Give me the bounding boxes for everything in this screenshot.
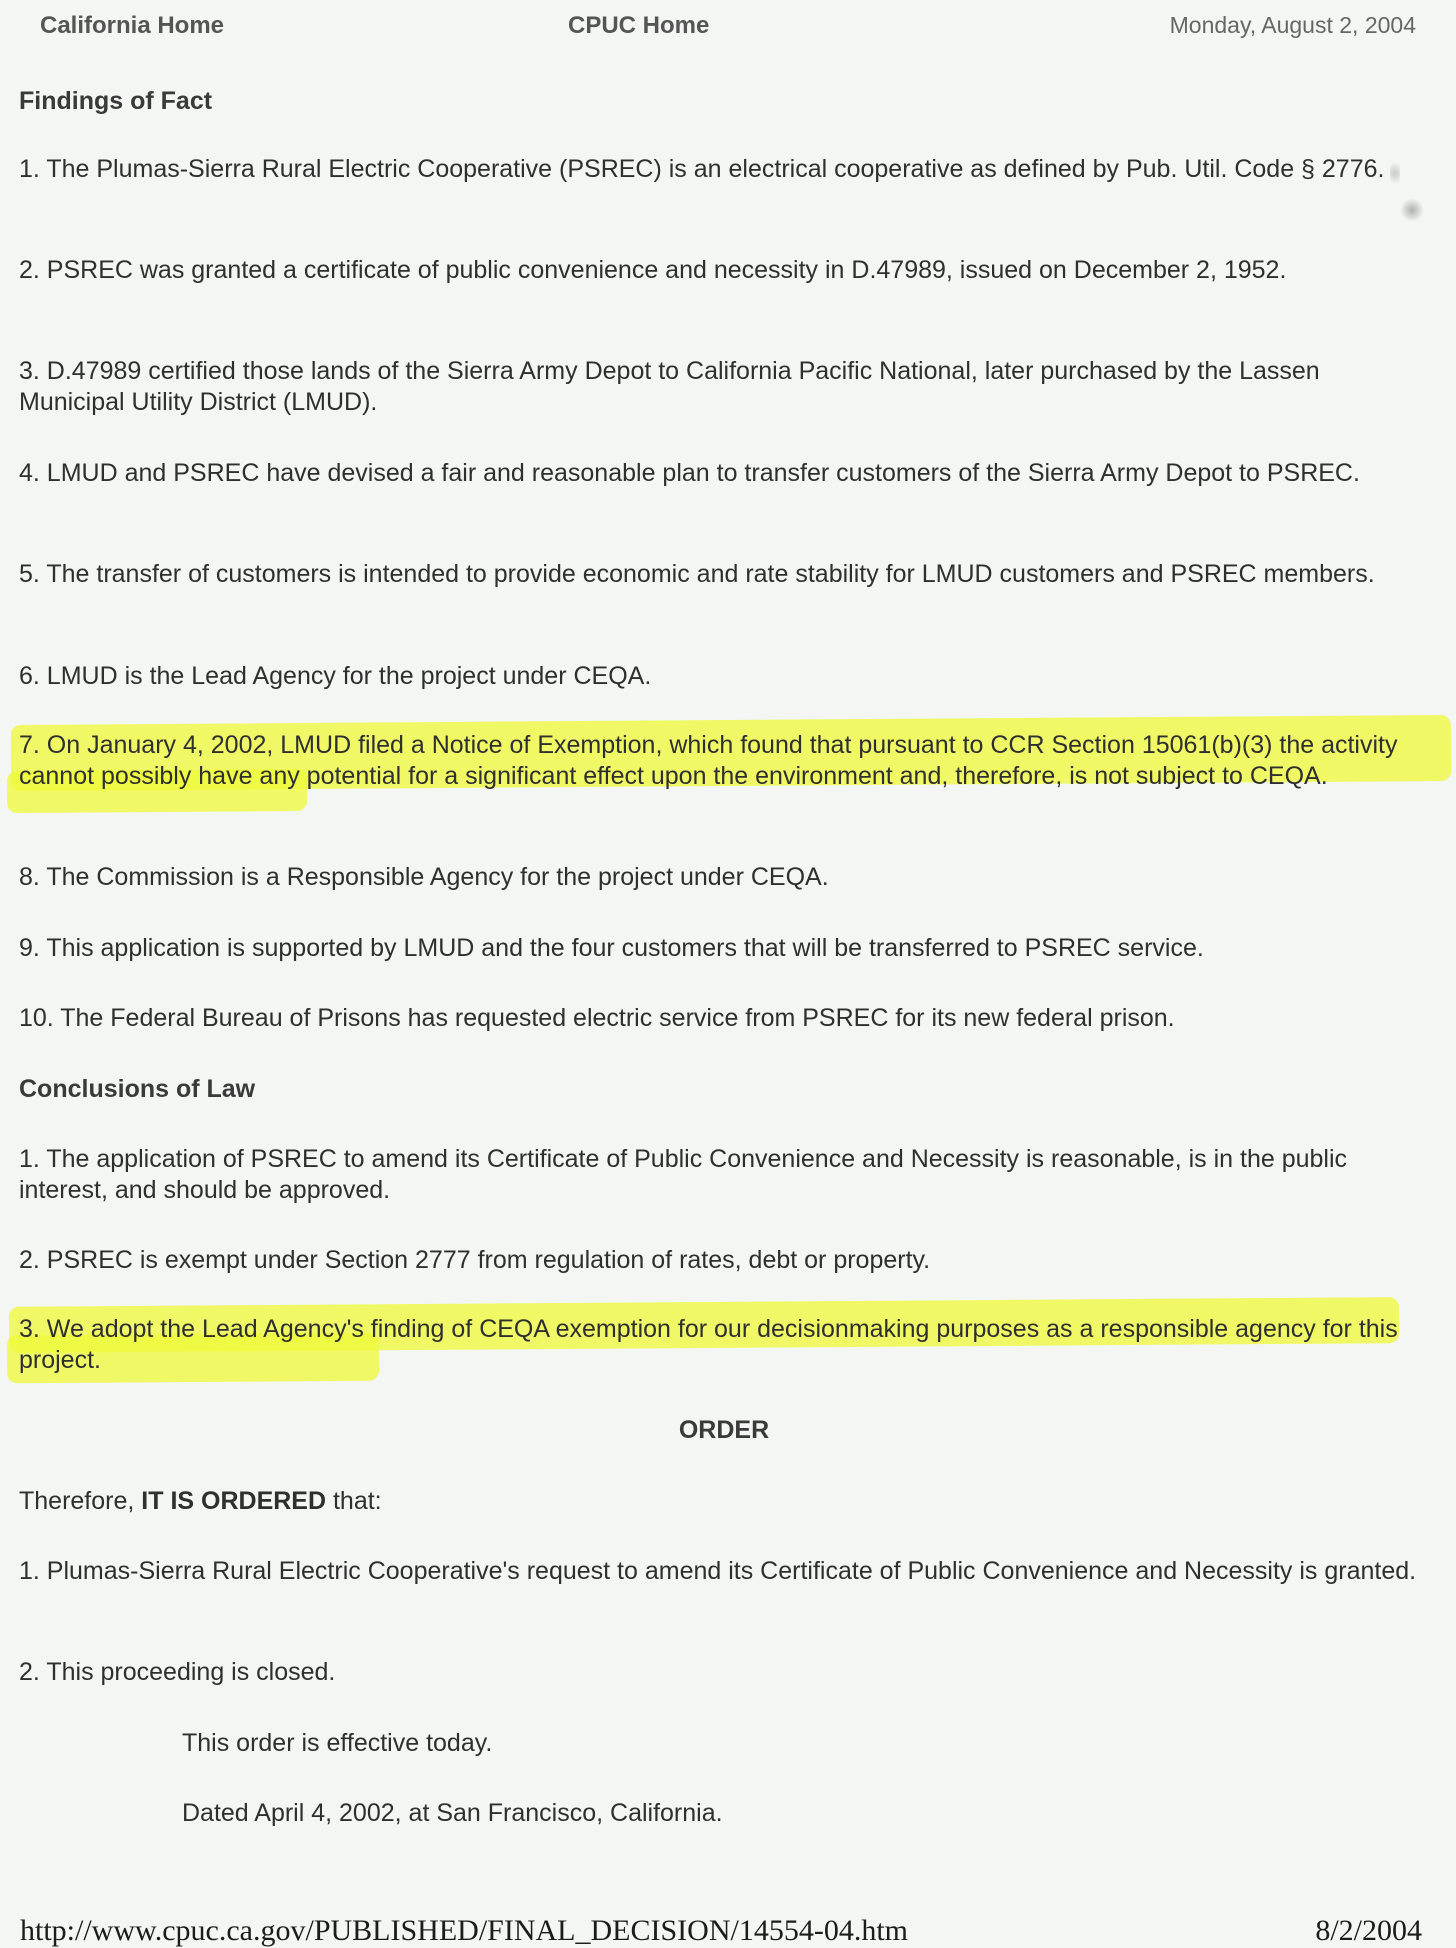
- order-intro-prefix: Therefore,: [19, 1487, 142, 1515]
- footer-url[interactable]: http://www.cpuc.ca.gov/PUBLISHED/FINAL_DECISION/14554-04.htm: [20, 1914, 908, 1947]
- conclusion-item: 1. The application of PSREC to amend its Certificate of Public Convenience and Necessity is reasonable, is in the public interest, and should be approved.: [19, 1145, 1348, 1204]
- finding-item: 6. LMUD is the Lead Agency for the project under CEQA.: [19, 662, 652, 690]
- order-dated: Dated April 4, 2002, at San Francisco, California.: [182, 1799, 723, 1827]
- finding-item: 3. D.47989 certified those lands of the Sierra Army Depot to California Pacific National, later purchased by the Lassen Municipal Utility District (LMUD).: [19, 357, 1320, 416]
- conclusion-item: 2. PSREC is exempt under Section 2777 from regulation of rates, debt or property.: [19, 1246, 931, 1274]
- order-item: 2. This proceeding is closed.: [19, 1658, 336, 1686]
- footer-date: 8/2/2004: [1315, 1914, 1422, 1947]
- order-intro: [19, 1486, 1429, 1517]
- findings-heading: Findings of Fact: [19, 87, 213, 115]
- order-heading: ORDER: [678, 1416, 770, 1444]
- finding-item: 8. The Commission is a Responsible Agency for the project under CEQA.: [19, 863, 829, 891]
- finding-item: 10. The Federal Bureau of Prisons has requested electric service from PSREC for its new federal prison.: [19, 1004, 1175, 1032]
- conclusion-item-highlighted: 3. We adopt the Lead Agency's finding of CEQA exemption for our decisionmaking purposes as a responsible agency for this project.: [19, 1315, 1398, 1374]
- header-date: Monday, August 2, 2004: [1169, 12, 1416, 38]
- finding-item-highlighted: 7. On January 4, 2002, LMUD filed a Notice of Exemption, which found that pursuant to CCR Section 15061(b)(3) the activity cannot possibly have any potential for a significant effect upon the environment and, therefore, is not subject to CEQA.: [19, 731, 1398, 790]
- finding-item: 2. PSREC was granted a certificate of public convenience and necessity in D.47989, issued on December 2, 1952.: [19, 256, 1287, 284]
- cpuc-home-link[interactable]: CPUC Home: [568, 12, 710, 39]
- order-intro-bold: IT IS ORDERED: [141, 1487, 327, 1515]
- california-home-link[interactable]: California Home: [40, 12, 225, 39]
- order-intro-suffix: that:: [326, 1487, 382, 1515]
- order-effective: This order is effective today.: [182, 1729, 493, 1757]
- finding-item: 9. This application is supported by LMUD and the four customers that will be transferred to PSREC service.: [19, 934, 1204, 962]
- conclusions-heading: Conclusions of Law: [19, 1075, 256, 1103]
- finding-item: 5. The transfer of customers is intended to provide economic and rate stability for LMUD customers and PSREC members.: [19, 560, 1375, 588]
- scan-smudge: [1400, 198, 1424, 222]
- finding-item: 4. LMUD and PSREC have devised a fair and reasonable plan to transfer customers of the Sierra Army Depot to PSREC.: [19, 459, 1360, 487]
- finding-item: 1. The Plumas-Sierra Rural Electric Cooperative (PSREC) is an electrical cooperative as defined by Pub. Util. Code § 2776.: [19, 155, 1385, 183]
- order-item: 1. Plumas-Sierra Rural Electric Cooperative's request to amend its Certificate of Public Convenience and Necessity is granted.: [19, 1557, 1417, 1585]
